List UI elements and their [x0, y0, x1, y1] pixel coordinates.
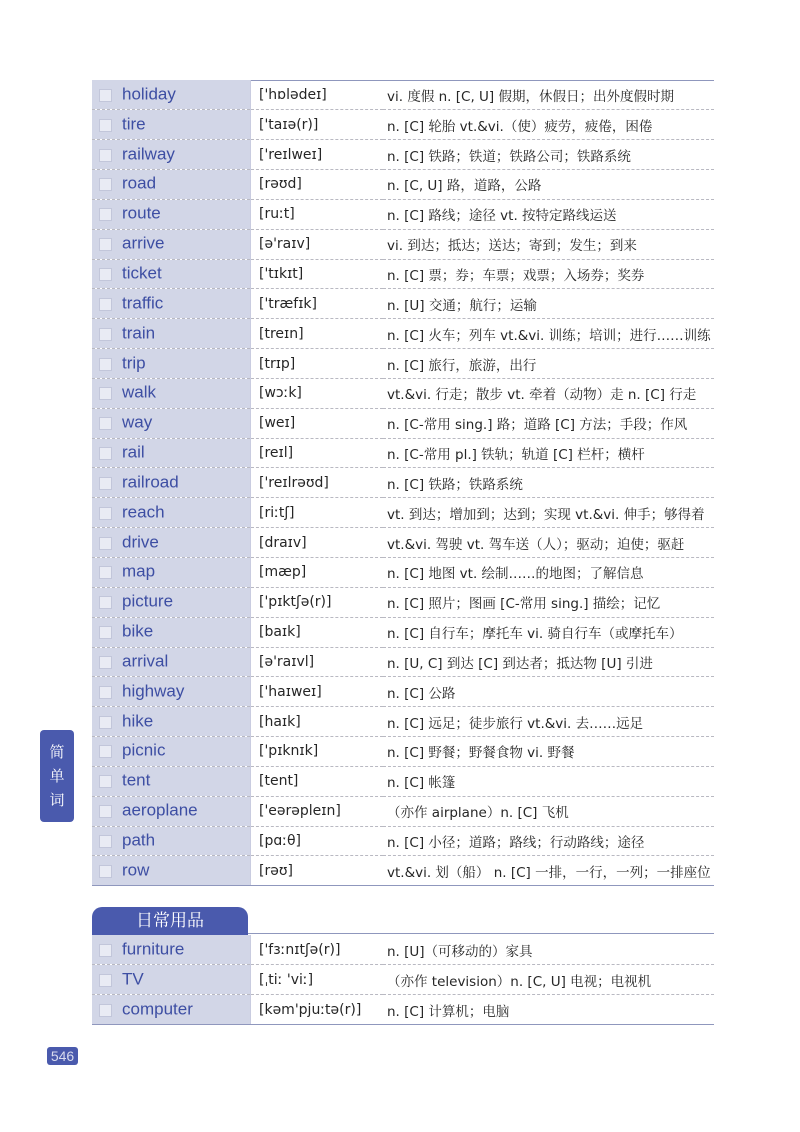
definition: n. [C] 自行车；摩托车 vi. 骑自行车（或摩托车） [383, 617, 714, 647]
checkbox[interactable] [99, 387, 112, 400]
word-cell [92, 995, 251, 1025]
vocab-word: trip [122, 353, 146, 373]
definition: vt. 到达；增加到；达到；实现 vt.&vi. 伸手；够得着 [383, 498, 714, 528]
vocab-word: drive [122, 532, 159, 552]
definition: n. [C] 野餐；野餐食物 vi. 野餐 [383, 737, 714, 767]
definition: vt.&vi. 驾驶 vt. 驾车送（人）；驱动；迫使；驱赶 [383, 528, 714, 558]
definition: n. [C] 铁路；铁道；铁路公司；铁路系统 [383, 140, 714, 170]
checkbox[interactable] [99, 477, 112, 490]
word-cell [92, 199, 251, 229]
checkbox[interactable] [99, 805, 112, 818]
word-cell [92, 110, 251, 140]
phonetic: ['reɪlweɪ] [251, 140, 384, 170]
word-cell [92, 438, 251, 468]
word-cell [92, 558, 251, 588]
word-cell [92, 826, 251, 856]
phonetic: [kəm'pjuːtə(r)] [251, 995, 384, 1025]
side-tab-char: 词 [49, 791, 65, 809]
vocab-row [92, 796, 714, 826]
phonetic: [haɪk] [251, 707, 384, 737]
vocab-table-transport [92, 80, 714, 886]
vocab-row [92, 199, 714, 229]
vocab-word: bike [122, 621, 154, 641]
word-cell [92, 80, 251, 110]
vocab-row [92, 826, 714, 856]
definition: （亦作 television）n. [C, U] 电视；电视机 [383, 965, 714, 995]
word-cell [92, 617, 251, 647]
vocab-row [92, 528, 714, 558]
vocab-row [92, 587, 714, 617]
vocab-word: tent [122, 770, 151, 790]
word-cell [92, 140, 251, 170]
definition: vt.&vi. 划（船） n. [C] 一排，一行，一列；一排座位 [383, 856, 714, 886]
vocab-row [92, 995, 714, 1025]
vocab-word: walk [122, 382, 157, 402]
definition: vi. 度假 n. [C, U] 假期，休假日；出外度假时期 [383, 80, 714, 110]
checkbox[interactable] [99, 566, 112, 579]
checkbox[interactable] [99, 89, 112, 102]
definition: n. [C] 票；券；车票；戏票；入场券；奖券 [383, 259, 714, 289]
phonetic: [wɔːk] [251, 378, 384, 408]
word-cell [92, 319, 251, 349]
phonetic: [baɪk] [251, 617, 384, 647]
phonetic: ['pɪknɪk] [251, 737, 384, 767]
vocab-row [92, 617, 714, 647]
vocab-row [92, 170, 714, 200]
vocab-row [92, 110, 714, 140]
vocab-word: highway [122, 681, 185, 701]
vocab-word: holiday [122, 84, 176, 104]
vocab-row [92, 737, 714, 767]
vocab-row [92, 229, 714, 259]
vocab-row [92, 80, 714, 110]
vocab-row [92, 558, 714, 588]
phonetic: ['pɪktʃə(r)] [251, 587, 384, 617]
phonetic: ['eərəpleɪn] [251, 796, 384, 826]
checkbox[interactable] [99, 119, 112, 132]
vocab-word: hike [122, 711, 154, 731]
checkbox[interactable] [99, 656, 112, 669]
vocab-word: road [122, 174, 157, 194]
vocab-word: TV [122, 969, 144, 989]
checkbox[interactable] [99, 596, 112, 609]
vocab-word: picture [122, 591, 174, 611]
vocab-word: arrival [122, 651, 169, 671]
checkbox[interactable] [99, 716, 112, 729]
section-rule [248, 933, 714, 934]
definition: n. [C-常用 pl.] 铁轨；轨道 [C] 栏杆；横杆 [383, 438, 714, 468]
phonetic: [ruːt] [251, 199, 384, 229]
vocab-row [92, 319, 714, 349]
vocab-word: way [122, 412, 153, 432]
checkbox[interactable] [99, 417, 112, 430]
word-cell [92, 935, 251, 965]
phonetic: [weɪ] [251, 408, 384, 438]
phonetic: [draɪv] [251, 528, 384, 558]
vocab-table-daily-items [92, 935, 714, 1025]
definition: n. [U]（可移动的）家具 [383, 935, 714, 965]
definition: n. [C] 地图 vt. 绘制……的地图；了解信息 [383, 558, 714, 588]
definition: n. [C] 帐篷 [383, 766, 714, 796]
word-cell [92, 766, 251, 796]
checkbox[interactable] [99, 974, 112, 987]
word-cell [92, 965, 251, 995]
definition: n. [C] 铁路；铁路系统 [383, 468, 714, 498]
phonetic: [rəʊd] [251, 170, 384, 200]
vocab-row [92, 140, 714, 170]
phonetic: [mæp] [251, 558, 384, 588]
vocab-row [92, 707, 714, 737]
phonetic: [treɪn] [251, 319, 384, 349]
word-cell [92, 170, 251, 200]
definition: n. [C] 公路 [383, 677, 714, 707]
word-cell [92, 468, 251, 498]
vocab-word: train [122, 323, 156, 343]
phonetic: [trɪp] [251, 349, 384, 379]
checkbox[interactable] [99, 268, 112, 281]
word-cell [92, 528, 251, 558]
vocab-row [92, 965, 714, 995]
definition: vt.&vi. 行走；散步 vt. 牵着（动物）走 n. [C] 行走 [383, 378, 714, 408]
word-cell [92, 498, 251, 528]
definition: n. [C] 照片；图画 [C-常用 sing.] 描绘；记忆 [383, 587, 714, 617]
word-cell [92, 408, 251, 438]
word-cell [92, 259, 251, 289]
definition: n. [C] 小径；道路；路线；行动路线；途径 [383, 826, 714, 856]
checkbox[interactable] [99, 238, 112, 251]
word-cell [92, 647, 251, 677]
checkbox[interactable] [99, 358, 112, 371]
checkbox[interactable] [99, 537, 112, 550]
section-title: 日常用品 [92, 907, 248, 935]
checkbox[interactable] [99, 1004, 112, 1017]
checkbox[interactable] [99, 208, 112, 221]
vocab-word: arrive [122, 233, 165, 253]
definition: n. [C] 火车；列车 vt.&vi. 训练；培训；进行……训练 [383, 319, 714, 349]
checkbox[interactable] [99, 178, 112, 191]
vocab-word: row [122, 860, 150, 880]
word-cell [92, 737, 251, 767]
checkbox[interactable] [99, 835, 112, 848]
vocab-row [92, 408, 714, 438]
checkbox[interactable] [99, 149, 112, 162]
vocab-row [92, 498, 714, 528]
vocab-word: traffic [122, 293, 164, 313]
phonetic: [tent] [251, 766, 384, 796]
vocab-row [92, 349, 714, 379]
phonetic: ['hɒlədeɪ] [251, 80, 384, 110]
phonetic: [rəʊ] [251, 856, 384, 886]
phonetic: [pɑːθ] [251, 826, 384, 856]
vocab-word: furniture [122, 939, 185, 959]
definition: （亦作 airplane）n. [C] 飞机 [383, 796, 714, 826]
vocab-word: computer [122, 999, 193, 1019]
definition: vi. 到达；抵达；送达；寄到；发生；到来 [383, 229, 714, 259]
phonetic: [ə'raɪv] [251, 229, 384, 259]
word-cell [92, 677, 251, 707]
checkbox[interactable] [99, 745, 112, 758]
vocab-row [92, 468, 714, 498]
checkbox[interactable] [99, 686, 112, 699]
vocab-row [92, 378, 714, 408]
definition: n. [C] 远足；徒步旅行 vt.&vi. 去……远足 [383, 707, 714, 737]
vocab-row [92, 438, 714, 468]
definition: n. [U, C] 到达 [C] 到达者；抵达物 [U] 引进 [383, 647, 714, 677]
checkbox[interactable] [99, 865, 112, 878]
checkbox[interactable] [99, 328, 112, 341]
phonetic: [reɪl] [251, 438, 384, 468]
vocab-word: path [122, 830, 156, 850]
vocab-row [92, 766, 714, 796]
phonetic: ['reɪlrəʊd] [251, 468, 384, 498]
word-cell [92, 229, 251, 259]
vocab-word: ticket [122, 263, 162, 283]
side-tab [40, 730, 74, 822]
phonetic: ['taɪə(r)] [251, 110, 384, 140]
definition: n. [C] 路线；途径 vt. 按特定路线运送 [383, 199, 714, 229]
checkbox[interactable] [99, 298, 112, 311]
checkbox[interactable] [99, 626, 112, 639]
vocab-row [92, 856, 714, 886]
checkbox[interactable] [99, 507, 112, 520]
vocab-word: map [122, 562, 156, 582]
phonetic: [ə'raɪvl] [251, 647, 384, 677]
checkbox[interactable] [99, 447, 112, 460]
phonetic: ['træfɪk] [251, 289, 384, 319]
checkbox[interactable] [99, 944, 112, 957]
vocab-row [92, 677, 714, 707]
checkbox[interactable] [99, 775, 112, 788]
word-cell [92, 856, 251, 886]
phonetic: [ˌtiː 'viː] [251, 965, 384, 995]
phonetic: ['fɜːnɪtʃə(r)] [251, 935, 384, 965]
word-cell [92, 349, 251, 379]
definition: n. [C-常用 sing.] 路；道路 [C] 方法；手段；作风 [383, 408, 714, 438]
vocab-word: picnic [122, 741, 166, 761]
definition: n. [C] 计算机；电脑 [383, 995, 714, 1025]
side-tab-char: 简 [49, 743, 65, 761]
phonetic: [riːtʃ] [251, 498, 384, 528]
page-number: 546 [47, 1047, 78, 1065]
word-cell [92, 796, 251, 826]
definition: n. [C, U] 路，道路，公路 [383, 170, 714, 200]
word-cell [92, 587, 251, 617]
phonetic: ['tɪkɪt] [251, 259, 384, 289]
vocab-word: railway [122, 144, 175, 164]
word-cell [92, 378, 251, 408]
definition: n. [C] 旅行，旅游，出行 [383, 349, 714, 379]
vocab-row [92, 935, 714, 965]
vocab-word: reach [122, 502, 165, 522]
definition: n. [U] 交通；航行；运输 [383, 289, 714, 319]
vocab-row [92, 259, 714, 289]
word-cell [92, 289, 251, 319]
vocab-word: aeroplane [122, 800, 198, 820]
side-tab-char: 单 [49, 767, 65, 785]
vocab-word: rail [122, 442, 145, 462]
phonetic: ['haɪweɪ] [251, 677, 384, 707]
vocab-row [92, 289, 714, 319]
vocab-word: railroad [122, 472, 179, 492]
word-cell [92, 707, 251, 737]
vocab-word: route [122, 203, 161, 223]
definition: n. [C] 轮胎 vt.&vi.（使）疲劳，疲倦，困倦 [383, 110, 714, 140]
vocab-word: tire [122, 114, 146, 134]
vocab-row [92, 647, 714, 677]
